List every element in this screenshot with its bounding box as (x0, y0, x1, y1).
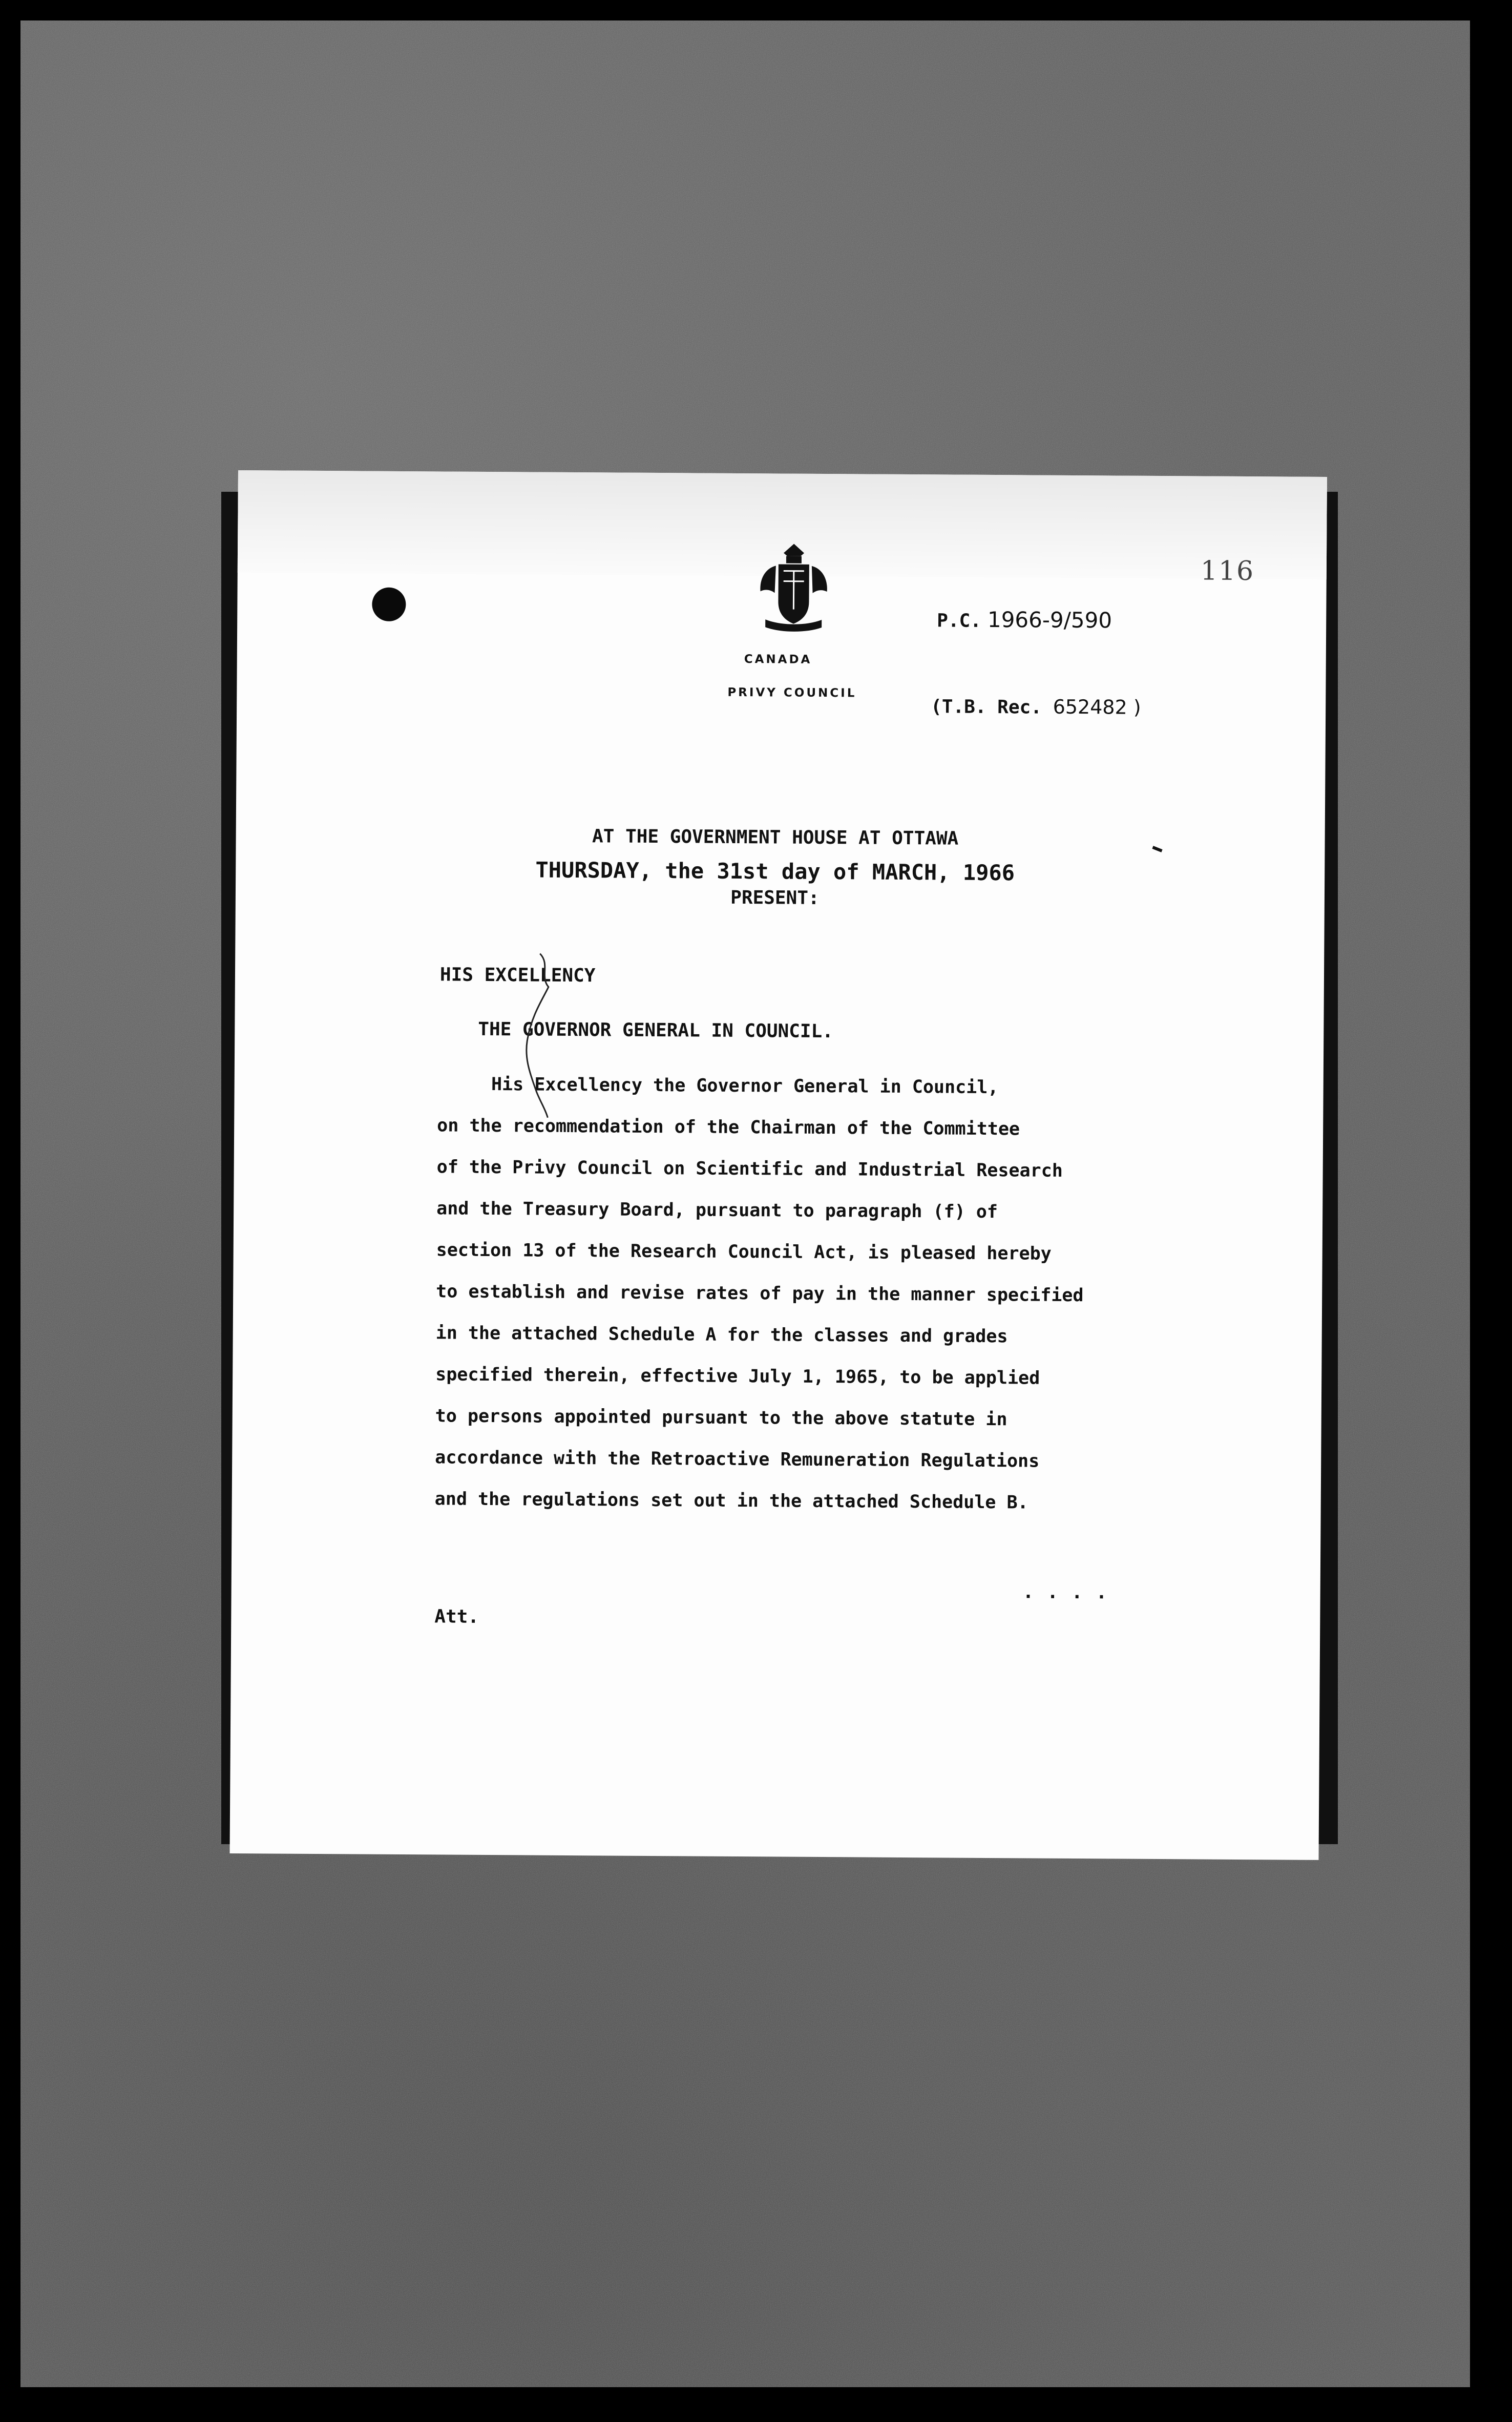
body-line: of the Privy Council on Scientific and Industrial Research (436, 1157, 1063, 1181)
body-line: and the regulations set out in the attached Schedule B. (434, 1489, 1028, 1513)
folio-number: 116 (1200, 555, 1255, 587)
body-line: in the attached Schedule A for the classes and grades (435, 1323, 1008, 1347)
body-line: specified therein, effective July 1, 1965, to be applied (435, 1364, 1040, 1389)
present-heading: PRESENT: (730, 887, 820, 909)
body-line: to establish and revise rates of pay in the manner specified (436, 1281, 1084, 1306)
body-line: accordance with the Retroactive Remuneration Regulations (435, 1447, 1040, 1472)
tb-number-handwritten: 652482 ) (1053, 695, 1141, 719)
pen-stroke-mark (230, 470, 1327, 1860)
body-line: section 13 of the Research Council Act, is pleased hereby (436, 1240, 1052, 1264)
location-heading: AT THE GOVERNMENT HOUSE AT OTTAWA (592, 826, 959, 849)
tb-label: (T.B. Rec. (931, 696, 1042, 718)
address-line-excellency: HIS EXCELLENCY (439, 964, 596, 987)
pc-label: P.C. (937, 610, 982, 632)
address-line-governor-general: THE GOVERNOR GENERAL IN COUNCIL. (478, 1018, 834, 1042)
attachment-note: Att. (434, 1606, 479, 1627)
pc-number-handwritten: 1966-9/590 (987, 607, 1112, 633)
continuation-dots: .... (1022, 1581, 1121, 1603)
date-heading: THURSDAY, the 31st day of MARCH, 1966 (535, 857, 1015, 886)
document-page (230, 470, 1327, 1860)
crest-label-privy-council: PRIVY COUNCIL (727, 685, 857, 700)
body-line: and the Treasury Board, pursuant to paragraph (f) of (436, 1198, 998, 1223)
body-line: to persons appointed pursuant to the above statute in (435, 1406, 1007, 1430)
body-line: His Excellency the Governor General in Council, (437, 1074, 999, 1098)
body-line: on the recommendation of the Chairman of the Committee (437, 1115, 1020, 1140)
crest-label-canada: CANADA (744, 653, 812, 666)
